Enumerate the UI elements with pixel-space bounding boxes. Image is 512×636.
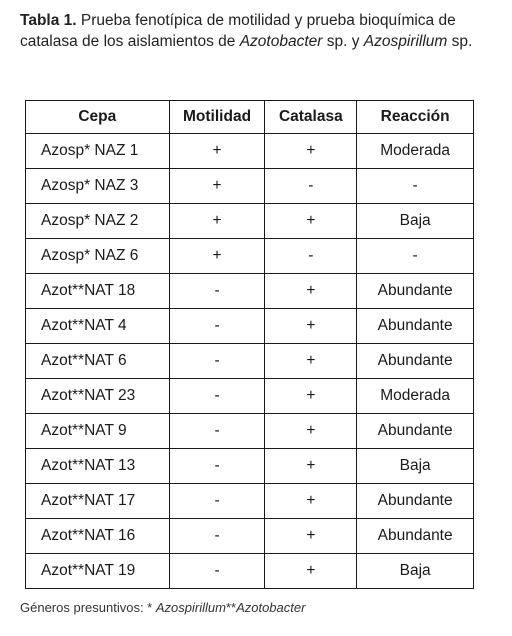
cell-catalasa: + — [265, 554, 357, 589]
header-cepa: Cepa — [26, 101, 170, 134]
cell-reaccion: Baja — [357, 204, 474, 239]
cell-catalasa: + — [265, 379, 357, 414]
cell-motilidad: - — [169, 379, 265, 414]
cell-reaccion: - — [357, 169, 474, 204]
cell-motilidad: + — [169, 134, 265, 169]
cell-catalasa: + — [265, 134, 357, 169]
cell-catalasa: + — [265, 344, 357, 379]
table-row — [26, 414, 474, 449]
cell-reaccion: Moderada — [357, 134, 474, 169]
table-row — [26, 134, 474, 169]
cell-cepa: Azot**NAT 23 — [26, 379, 170, 414]
cell-motilidad: - — [169, 519, 265, 554]
cell-catalasa: - — [265, 169, 357, 204]
caption-sp2: sp. — [447, 33, 473, 50]
cell-cepa: Azot**NAT 17 — [26, 484, 170, 519]
footnote-genus-azotobacter: Azotobacter — [236, 600, 306, 615]
table-row — [26, 309, 474, 344]
cell-motilidad: + — [169, 169, 265, 204]
caption-label: Tabla 1. — [20, 12, 77, 29]
cell-motilidad: - — [169, 484, 265, 519]
cell-reaccion: Abundante — [357, 309, 474, 344]
cell-reaccion: - — [357, 239, 474, 274]
table-footnote — [20, 600, 305, 615]
cell-cepa: Azot**NAT 9 — [26, 414, 170, 449]
caption-text: Prueba fenotípica de motilidad y prueba bioquímica de catalasa de los aislamientos de — [20, 12, 456, 50]
cell-cepa: Azosp* NAZ 3 — [26, 169, 170, 204]
cell-motilidad: - — [169, 554, 265, 589]
header-catalasa: Catalasa — [265, 101, 357, 134]
table-row — [26, 554, 474, 589]
cell-motilidad: + — [169, 239, 265, 274]
cell-motilidad: - — [169, 274, 265, 309]
cell-motilidad: - — [169, 344, 265, 379]
cell-catalasa: + — [265, 204, 357, 239]
caption-genus-azotobacter: Azotobacter — [239, 33, 323, 50]
cell-catalasa: - — [265, 239, 357, 274]
cell-cepa: Azot**NAT 19 — [26, 554, 170, 589]
footnote-genus-azospirillum: Azospirillum — [155, 600, 226, 615]
table-row — [26, 379, 474, 414]
cell-catalasa: + — [265, 274, 357, 309]
cell-cepa: Azot**NAT 4 — [26, 309, 170, 344]
caption-sp1: sp. y — [322, 33, 364, 50]
table-row — [26, 169, 474, 204]
cell-cepa: Azot**NAT 16 — [26, 519, 170, 554]
table-row — [26, 239, 474, 274]
cell-reaccion: Baja — [357, 554, 474, 589]
header-motilidad: Motilidad — [169, 101, 265, 134]
results-table — [25, 100, 474, 589]
cell-motilidad: - — [169, 414, 265, 449]
cell-cepa: Azot**NAT 6 — [26, 344, 170, 379]
table-caption — [20, 10, 490, 52]
cell-motilidad: - — [169, 449, 265, 484]
cell-motilidad: - — [169, 309, 265, 344]
cell-reaccion: Abundante — [357, 484, 474, 519]
cell-cepa: Azot**NAT 18 — [26, 274, 170, 309]
cell-cepa: Azosp* NAZ 2 — [26, 204, 170, 239]
cell-reaccion: Abundante — [357, 519, 474, 554]
footnote-prefix: Géneros presuntivos: * — [20, 600, 156, 615]
table-row — [26, 449, 474, 484]
cell-catalasa: + — [265, 414, 357, 449]
cell-catalasa: + — [265, 519, 357, 554]
table-row — [26, 204, 474, 239]
cell-cepa: Azosp* NAZ 6 — [26, 239, 170, 274]
table-row — [26, 484, 474, 519]
table-body — [26, 134, 474, 589]
cell-cepa: Azot**NAT 13 — [26, 449, 170, 484]
cell-reaccion: Baja — [357, 449, 474, 484]
footnote-sep: ** — [225, 600, 237, 615]
cell-catalasa: + — [265, 484, 357, 519]
cell-reaccion: Abundante — [357, 274, 474, 309]
table-row — [26, 274, 474, 309]
caption-genus-azospirillum: Azospirillum — [363, 33, 448, 50]
table-row — [26, 519, 474, 554]
cell-catalasa: + — [265, 449, 357, 484]
cell-reaccion: Moderada — [357, 379, 474, 414]
header-reaccion: Reacción — [357, 101, 474, 134]
cell-reaccion: Abundante — [357, 344, 474, 379]
cell-reaccion: Abundante — [357, 414, 474, 449]
cell-catalasa: + — [265, 309, 357, 344]
table-header-row — [26, 101, 474, 134]
cell-motilidad: + — [169, 204, 265, 239]
cell-cepa: Azosp* NAZ 1 — [26, 134, 170, 169]
table-row — [26, 344, 474, 379]
